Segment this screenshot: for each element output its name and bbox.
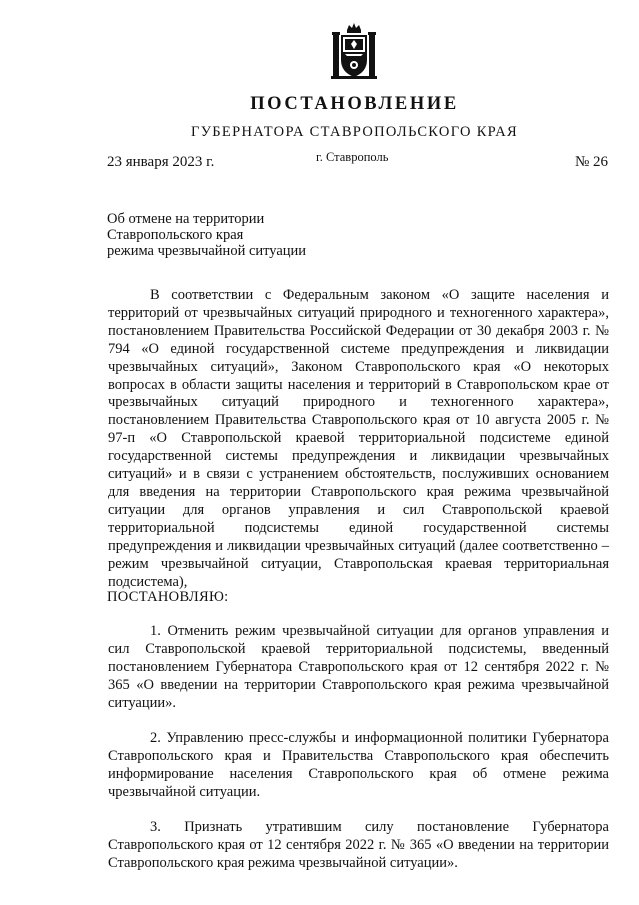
document-subject bbox=[107, 212, 407, 259]
stavropol-coat-of-arms-icon bbox=[331, 22, 377, 80]
document-number: № 26 bbox=[575, 154, 609, 170]
document-title: ПОСТАНОВЛЕНИЕ bbox=[250, 94, 459, 114]
decree-word: ПОСТАНОВЛЯЮ: bbox=[107, 589, 229, 605]
document-city: г. Ставрополь bbox=[316, 150, 389, 164]
subject-line: Ставропольского края bbox=[107, 226, 244, 243]
issuer-title: ГУБЕРНАТОРА СТАВРОПОЛЬСКОГО КРАЯ bbox=[191, 124, 518, 140]
document-date: 23 января 2023 г. bbox=[107, 154, 215, 170]
resolution-item-2: 2. Управлению пресс-службы и информационной политики Губернатора Ставропольского края и Правительства Ставропольского края обеспечить информирование населения Ставропольского края об отмене режима чрезвычайной ситуации. bbox=[108, 730, 609, 800]
subject-line: Об отмене на территории bbox=[107, 211, 265, 227]
subject-line: режима чрезвычайной ситуации bbox=[107, 242, 307, 259]
preamble-paragraph: В соответствии с Федеральным законом «О защите населения и территорий от чрезвычайных ситуаций природного и техногенного характера», постановлением Правительства Российской Федерации от 30 декабря 2003 г. № 794 «О единой государственной системе предупреждения и ликвидации чрезвычайных ситуаций», Законом Ставропольского края «О некоторых вопросах в области защиты населения и территорий в Ставропольском крае от чрезвычайных ситуаций природного и техногенного характера», постановлением Правительства Ставропольского края от 10 августа 2005 г. № 97-п «О Ставропольской краевой территориальной подсистеме единой государственной системы предупреждения и ликвидации чрезвычайных ситуаций» и в связи с устранением обстоятельств, послуживших основанием для введения на территории Ставропольского края режима чрезвычайной ситуации для органов управления и сил Ставропольской краевой территориальной подсистемы единой государственной системы предупреждения и ликвидации чрезвычайных ситуаций (далее соответственно – режим чрезвычайной ситуации, Ставропольская краевая территориальная подсистема), bbox=[108, 287, 609, 590]
resolution-item-1: 1. Отменить режим чрезвычайной ситуации для органов управления и сил Ставропольской краевой территориальной подсистемы, введенный постановлением Губернатора Ставропольского края от 12 сентября 2022 г. № 365 «О введении на территории Ставропольского края режима чрезвычайной ситуации». bbox=[108, 623, 609, 711]
resolution-item-3: 3. Признать утратившим силу постановление Губернатора Ставропольского края от 12 сентября 2022 г. № 365 «О введении на территории Ставропольского края режима чрезвычайной ситуации». bbox=[108, 819, 609, 871]
